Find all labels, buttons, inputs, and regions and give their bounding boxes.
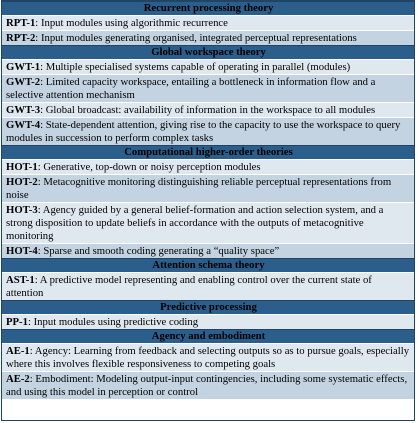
- section-title: Recurrent processing theory: [2, 2, 415, 16]
- indicator-cell: [2, 315, 415, 330]
- indicator-row: [2, 372, 415, 400]
- indicator-cell: [2, 75, 415, 103]
- indicator-row: [2, 175, 415, 203]
- indicator-cell: [2, 175, 415, 203]
- indicator-cell: [2, 203, 415, 244]
- indicator-description: : Input modules generating organised, integrated perceptual representations: [35, 32, 357, 44]
- indicator-row: [2, 103, 415, 118]
- section-title: Computational higher-order theories: [2, 146, 415, 160]
- indicator-description: : Multiple specialised systems capable of operating in parallel (modules): [40, 61, 351, 73]
- indicator-code: GWT-4: [6, 119, 41, 131]
- section-header: [2, 330, 415, 344]
- indicator-code: HOT-1: [6, 161, 38, 173]
- indicator-cell: [2, 103, 415, 118]
- indicator-code: HOT-3: [6, 204, 38, 216]
- indicator-code: RPT-1: [6, 17, 36, 29]
- indicator-description: : State-dependent attention, giving rise to the capacity to use the workspace to query modules in succession to perform complex tasks: [6, 119, 401, 144]
- indicator-description: : Embodiment: Modeling output-input contingencies, including some systematic effects, and using this model in perception or control: [6, 373, 408, 398]
- indicator-cell: [2, 344, 415, 372]
- indicator-description: : Generative, top-down or noisy perception modules: [37, 161, 261, 173]
- indicator-code: GWT-3: [6, 104, 41, 116]
- indicator-code: AE-2: [6, 373, 30, 385]
- indicator-description: : Agency guided by a general belief-formation and action selection system, and a strong disposition to update beliefs in accordance with the outputs of metacognitive monitoring: [6, 204, 384, 242]
- indicator-description: : Input modules using algorithmic recurrence: [35, 17, 228, 29]
- indicator-code: AST-1: [6, 274, 35, 286]
- indicator-row: [2, 344, 415, 372]
- indicator-code: HOT-2: [6, 176, 38, 188]
- indicator-code: RPT-2: [6, 32, 36, 44]
- section-header: [2, 146, 415, 160]
- indicator-description: : Metacognitive monitoring distinguishing reliable perceptual representations from noise: [6, 176, 392, 201]
- indicator-row: [2, 75, 415, 103]
- section-header: [2, 46, 415, 60]
- indicator-row: [2, 16, 415, 31]
- indicator-cell: [2, 60, 415, 75]
- indicator-cell: [2, 372, 415, 400]
- section-title: Global workspace theory: [2, 46, 415, 60]
- section-header: [2, 259, 415, 273]
- section-title: Agency and embodiment: [2, 330, 415, 344]
- indicator-code: HOT-4: [6, 245, 38, 257]
- indicator-code: AE-1: [6, 345, 30, 357]
- indicator-description: : Agency: Learning from feedback and selecting outputs so as to pursue goals, especially where this involves flexible responsiveness to competing goals: [6, 345, 410, 370]
- indicator-description: : Limited capacity workspace, entailing a bottleneck in information flow and a selective attention mechanism: [6, 76, 376, 101]
- indicator-description: : Input modules using predictive coding: [27, 316, 199, 328]
- section-title: Attention schema theory: [2, 259, 415, 273]
- indicator-cell: [2, 273, 415, 301]
- indicator-row: [2, 118, 415, 146]
- indicator-cell: [2, 31, 415, 46]
- indicator-description: : Global broadcast: availability of information in the workspace to all modules: [40, 104, 376, 116]
- indicator-row: [2, 31, 415, 46]
- table-body: [2, 2, 415, 400]
- indicator-row: [2, 273, 415, 301]
- indicator-description: : A predictive model representing and enabling control over the current state of attention: [6, 274, 372, 299]
- section-header: [2, 301, 415, 315]
- indicator-row: [2, 160, 415, 175]
- indicator-properties-table: [2, 1, 415, 399]
- indicator-row: [2, 60, 415, 75]
- section-header: [2, 2, 415, 16]
- indicator-row: [2, 203, 415, 244]
- section-title: Predictive processing: [2, 301, 415, 315]
- indicator-cell: [2, 16, 415, 31]
- indicator-cell: [2, 244, 415, 259]
- indicator-row: [2, 315, 415, 330]
- indicator-description: : Sparse and smooth coding generating a “quality space”: [37, 245, 280, 257]
- indicator-code: PP-1: [6, 316, 28, 328]
- indicator-row: [2, 244, 415, 259]
- indicator-cell: [2, 118, 415, 146]
- indicator-code: GWT-1: [6, 61, 41, 73]
- indicator-code: GWT-2: [6, 76, 41, 88]
- indicator-cell: [2, 160, 415, 175]
